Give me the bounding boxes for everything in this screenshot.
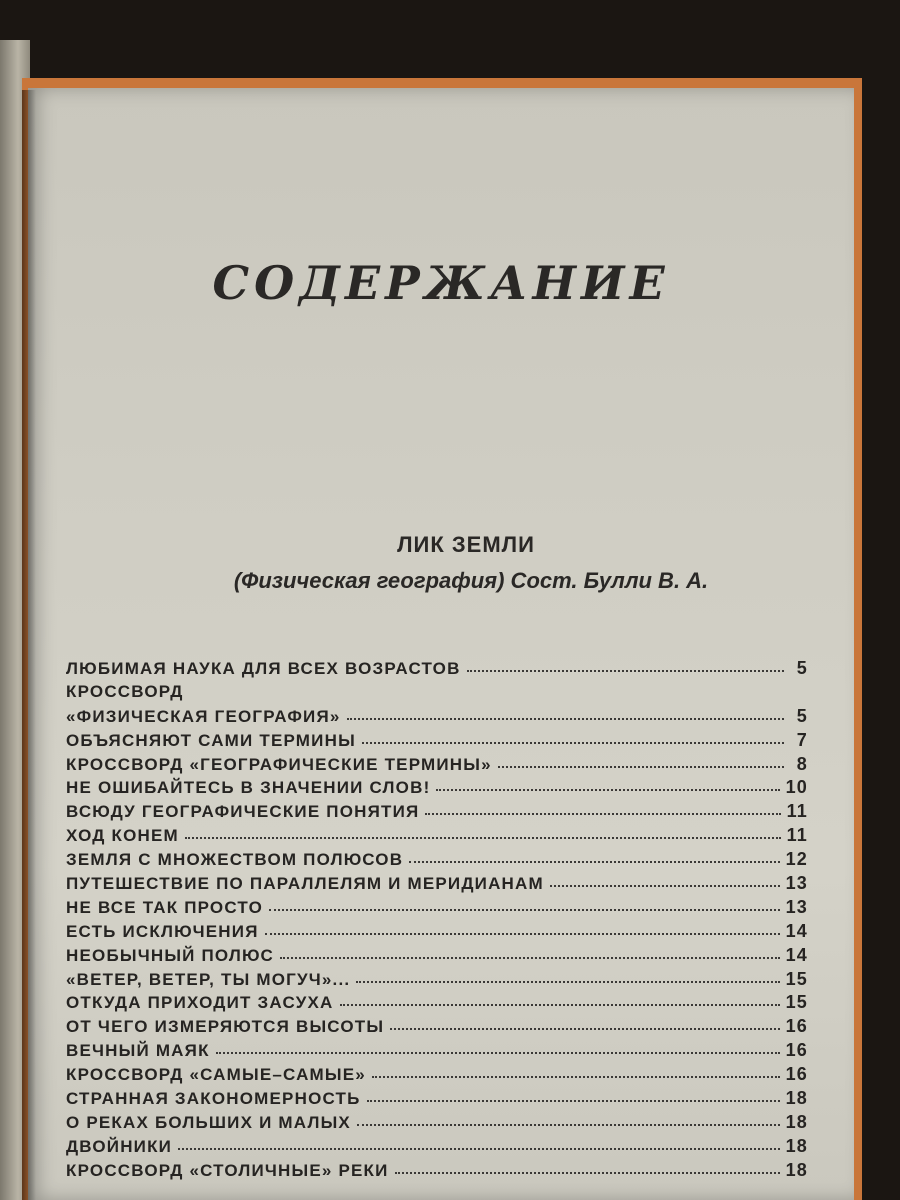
toc-dot-leader (347, 717, 784, 720)
toc-entry (66, 897, 808, 921)
toc-entry-page: 18 (785, 1159, 808, 1180)
toc-entry (66, 1064, 808, 1088)
toc-entry (66, 921, 808, 945)
toc-entry-title: ОБЪЯСНЯЮТ САМИ ТЕРМИНЫ (66, 730, 356, 750)
toc-entry-page: 5 (796, 705, 808, 726)
toc-entry (66, 1136, 808, 1160)
toc-entry-title: ДВОЙНИКИ (66, 1136, 173, 1156)
toc-entry-page: 11 (786, 801, 808, 822)
toc-dot-leader (467, 669, 784, 672)
toc-entry (66, 969, 808, 993)
toc-entry-title: КРОССВОРД (66, 681, 184, 701)
toc-entry-title: КРОССВОРД «САМЫЕ–САМЫЕ» (66, 1065, 366, 1085)
toc-dot-leader (436, 788, 779, 791)
toc-dot-leader (357, 1123, 780, 1126)
table-of-contents (66, 658, 808, 1184)
toc-entry-page: 8 (796, 753, 808, 774)
toc-entry-title: ОТКУДА ПРИХОДИТ ЗАСУХА (66, 993, 334, 1013)
toc-entry (66, 777, 808, 801)
spine-shadow (22, 90, 36, 1200)
toc-entry (66, 754, 808, 778)
toc-dot-leader (178, 1147, 779, 1150)
toc-entry-page: 16 (785, 1064, 808, 1085)
toc-dot-leader (367, 1099, 780, 1102)
toc-entry-title: НЕ ВСЕ ТАК ПРОСТО (66, 897, 263, 917)
toc-entry (66, 658, 808, 682)
toc-entry-page: 13 (785, 873, 808, 894)
toc-dot-leader (372, 1075, 780, 1078)
toc-dot-leader (409, 860, 779, 863)
toc-entry-title: ОТ ЧЕГО ИЗМЕРЯЮТСЯ ВЫСОТЫ (66, 1017, 385, 1037)
toc-entry (66, 1160, 808, 1184)
toc-dot-leader (356, 980, 779, 983)
toc-entry-title: КРОССВОРД «ГЕОГРАФИЧЕСКИЕ ТЕРМИНЫ» (66, 754, 492, 774)
toc-entry-title: ВСЮДУ ГЕОГРАФИЧЕСКИЕ ПОНЯТИЯ (66, 802, 420, 822)
toc-dot-leader (395, 1171, 780, 1174)
toc-entry (66, 1088, 808, 1112)
toc-entry-title: ЛЮБИМАЯ НАУКА ДЛЯ ВСЕХ ВОЗРАСТОВ (66, 659, 461, 678)
toc-entry-title: ВЕЧНЫЙ МАЯК (66, 1041, 210, 1061)
toc-dot-leader (340, 1003, 780, 1006)
toc-dot-leader (425, 812, 780, 815)
toc-dot-leader (185, 836, 781, 839)
toc-entry-page: 14 (785, 920, 808, 941)
toc-entry (66, 849, 808, 873)
toc-dot-leader (269, 908, 780, 911)
toc-entry-page: 5 (796, 658, 808, 678)
toc-entry-page: 18 (785, 1088, 808, 1109)
toc-entry (66, 945, 808, 969)
toc-entry-page: 7 (796, 729, 808, 750)
toc-entry-page: 16 (785, 1040, 808, 1061)
toc-entry-page: 12 (785, 849, 808, 870)
toc-entry (66, 682, 808, 706)
toc-dot-leader (362, 741, 784, 744)
toc-entry-title: ПУТЕШЕСТВИЕ ПО ПАРАЛЛЕЛЯМ И МЕРИДИАНАМ (66, 874, 544, 894)
toc-entry-page: 16 (785, 1016, 808, 1037)
toc-dot-leader (498, 765, 784, 768)
section-subtitle: (Физическая география) Сост. Булли В. А. (233, 568, 709, 593)
toc-entry-page: 15 (785, 992, 808, 1013)
toc-entry-title: О РЕКАХ БОЛЬШИХ И МАЛЫХ (66, 1112, 351, 1132)
toc-entry-title: КРОССВОРД «СТОЛИЧНЫЕ» РЕКИ (66, 1160, 389, 1180)
page-title: СОДЕРЖАНИЕ (212, 256, 670, 310)
toc-entry-title: ЗЕМЛЯ С МНОЖЕСТВОМ ПОЛЮСОВ (66, 850, 404, 870)
toc-entry-page: 11 (786, 825, 808, 846)
book-page (28, 88, 854, 1200)
toc-entry-title: «ВЕТЕР, ВЕТЕР, ТЫ МОГУЧ»... (66, 969, 351, 989)
toc-entry-page: 10 (785, 777, 808, 798)
toc-entry (66, 730, 808, 754)
toc-entry (66, 992, 808, 1016)
toc-entry (66, 1112, 808, 1136)
toc-entry-title: НЕ ОШИБАЙТЕСЬ В ЗНАЧЕНИИ СЛОВ! (66, 778, 431, 798)
toc-entry-page: 18 (785, 1111, 808, 1132)
toc-entry-title: НЕОБЫЧНЫЙ ПОЛЮС (66, 945, 275, 965)
toc-entry-page: 15 (785, 968, 808, 989)
toc-entry (66, 825, 808, 849)
toc-dot-leader (265, 932, 780, 935)
toc-dot-leader (216, 1051, 780, 1054)
toc-entry (66, 1016, 808, 1040)
toc-entry (66, 873, 808, 897)
toc-entry-page: 13 (785, 896, 808, 917)
toc-entry (66, 1040, 808, 1064)
toc-entry-page: 14 (785, 944, 808, 965)
toc-entry (66, 801, 808, 825)
toc-entry-title: «ФИЗИЧЕСКАЯ ГЕОГРАФИЯ» (66, 706, 341, 726)
section-title: ЛИК ЗЕМЛИ (397, 532, 535, 557)
toc-entry-page: 18 (785, 1135, 808, 1156)
toc-dot-leader (550, 884, 780, 887)
toc-entry-title: ЕСТЬ ИСКЛЮЧЕНИЯ (66, 921, 259, 941)
toc-entry-title: СТРАННАЯ ЗАКОНОМЕРНОСТЬ (66, 1089, 361, 1109)
toc-dot-leader (280, 956, 780, 959)
toc-entry-title: ХОД КОНЕМ (66, 826, 179, 846)
toc-entry (66, 706, 808, 730)
toc-dot-leader (390, 1027, 779, 1030)
